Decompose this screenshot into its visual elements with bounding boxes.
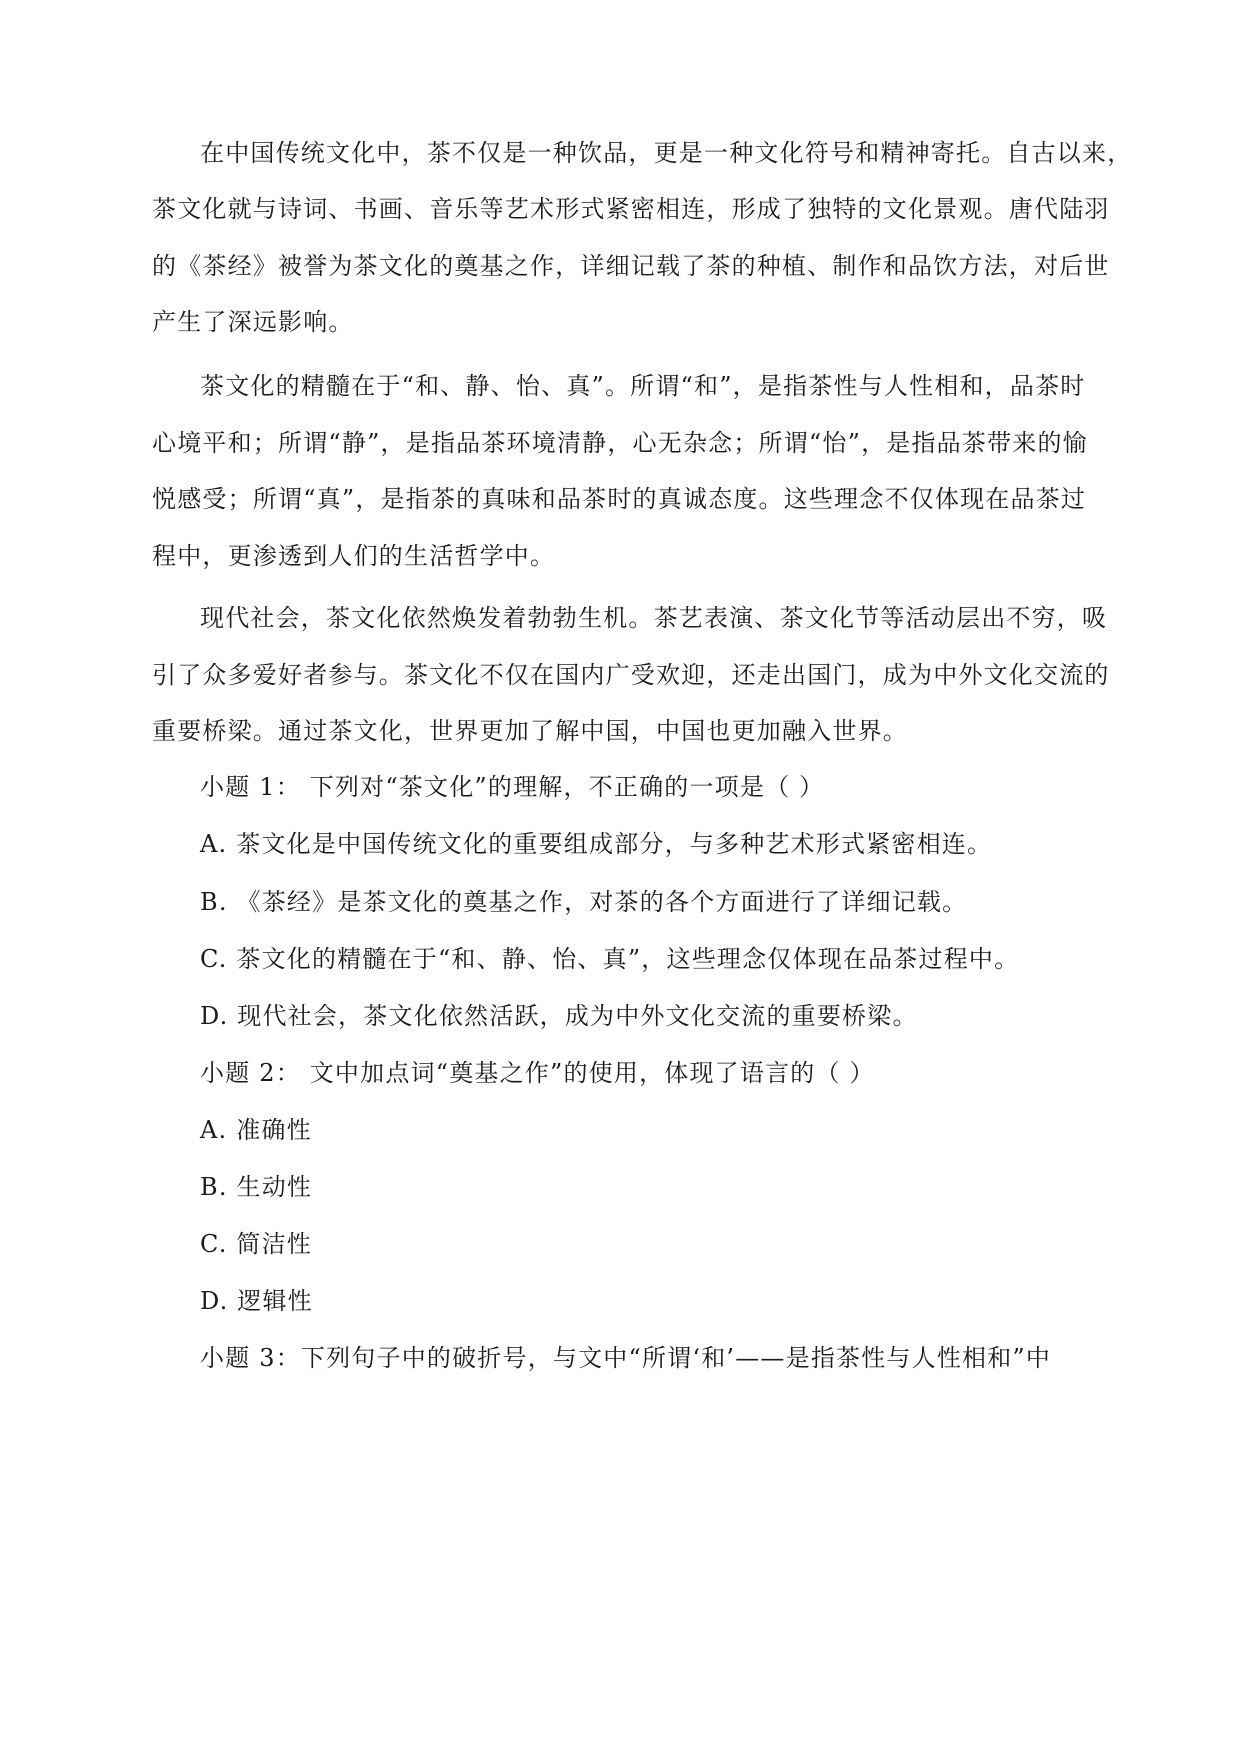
passage-p2-line-2: 心境平和；所谓“静”，是指品茶环境清静，心无杂念；所谓“怡”，是指品茶带来的愉 [152, 429, 1088, 457]
question-3-stem: 小题 3：下列句子中的破折号，与文中“所谓‘和’——是指茶性与人性相和”中 [200, 1344, 1052, 1372]
passage-p3-line-1: 现代社会，茶文化依然焕发着勃勃生机。茶艺表演、茶文化节等活动层出不穷，吸 [200, 604, 1108, 632]
question-2-option-d: D. 逻辑性 [200, 1287, 313, 1315]
question-1-stem: 小题 1： 下列对“茶文化”的理解，不正确的一项是（ ） [200, 773, 825, 801]
question-2-option-b: B. 生动性 [200, 1173, 313, 1201]
question-2-stem: 小题 2： 文中加点词“奠基之作”的使用，体现了语言的（ ） [200, 1059, 875, 1087]
question-2-option-a: A. 准确性 [200, 1116, 312, 1144]
passage-p1-line-2: 茶文化就与诗词、书画、音乐等艺术形式紧密相连，形成了独特的文化景观。唐代陆羽 [152, 195, 1110, 223]
passage-p1-line-1: 在中国传统文化中，茶不仅是一种饮品，更是一种文化符号和精神寄托。自古以来， [200, 139, 1133, 167]
passage-p2-line-1: 茶文化的精髓在于“和、静、怡、真”。所谓“和”，是指茶性与人性相和，品茶时 [200, 372, 1086, 400]
passage-p2-line-3: 悦感受；所谓“真”，是指茶的真味和品茶时的真诚态度。这些理念不仅体现在品茶过 [152, 485, 1087, 513]
question-1-option-a: A. 茶文化是中国传统文化的重要组成部分，与多种艺术形式紧密相连。 [200, 830, 993, 858]
passage-p3-line-2: 引了众多爱好者参与。茶文化不仅在国内广受欢迎，还走出国门，成为中外文化交流的 [152, 661, 1110, 689]
passage-p2-line-4: 程中，更渗透到人们的生活哲学中。 [152, 542, 556, 570]
passage-p1-line-4: 产生了深远影响。 [152, 308, 354, 336]
question-2-option-c: C. 简洁性 [200, 1230, 312, 1258]
question-1-option-b: B. 《茶经》是茶文化的奠基之作，对茶的各个方面进行了详细记载。 [200, 888, 968, 916]
question-1-option-d: D. 现代社会，茶文化依然活跃，成为中外文化交流的重要桥梁。 [200, 1002, 918, 1030]
passage-p3-line-3: 重要桥梁。通过茶文化，世界更加了解中国，中国也更加融入世界。 [152, 717, 908, 745]
question-1-option-c: C. 茶文化的精髓在于“和、静、怡、真”，这些理念仅体现在品茶过程中。 [200, 945, 1020, 973]
passage-p1-line-3: 的《茶经》被誉为茶文化的奠基之作，详细记载了茶的种植、制作和品饮方法，对后世 [152, 252, 1110, 280]
